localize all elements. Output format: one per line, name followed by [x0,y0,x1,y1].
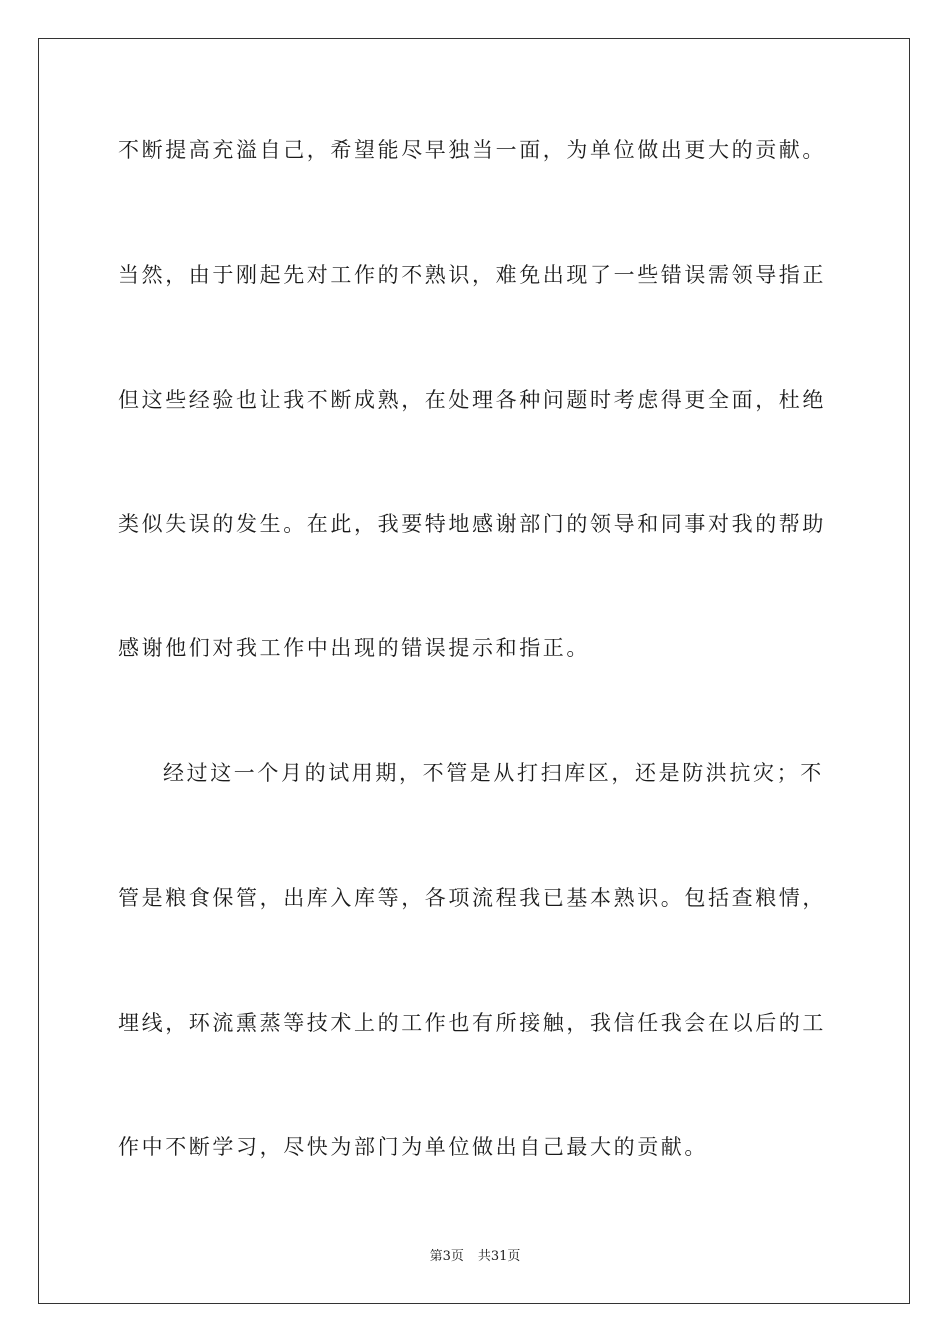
text-line-3: 但这些经验也让我不断成熟，在处理各种问题时考虑得更全面，杜绝 [118,388,826,412]
text-line-7: 管是粮食保管，出库入库等，各项流程我已基本熟识。包括查粮情， [118,886,826,910]
page-total: 共31页 [477,1249,521,1264]
page-border [38,38,910,1304]
text-line-6: 经过这一个月的试用期，不管是从打扫库区，还是防洪抗灾；不 [163,761,824,785]
text-line-4: 类似失误的发生。在此，我要特地感谢部门的领导和同事对我的帮助 [118,512,826,536]
text-line-8: 埋线，环流熏蒸等技术上的工作也有所接触，我信任我会在以后的工 [118,1011,826,1035]
text-line-9: 作中不断学习，尽快为部门为单位做出自己最大的贡献。 [118,1135,708,1159]
text-line-5: 感谢他们对我工作中出现的错误提示和指正。 [118,636,590,660]
page-number: 第3页 [429,1249,464,1264]
text-line-2: 当然，由于刚起先对工作的不熟识，难免出现了一些错误需领导指正 [118,263,826,287]
text-line-1: 不断提高充溢自己，希望能尽早独当一面，为单位做出更大的贡献。 [118,138,826,162]
page-footer [0,1248,950,1266]
